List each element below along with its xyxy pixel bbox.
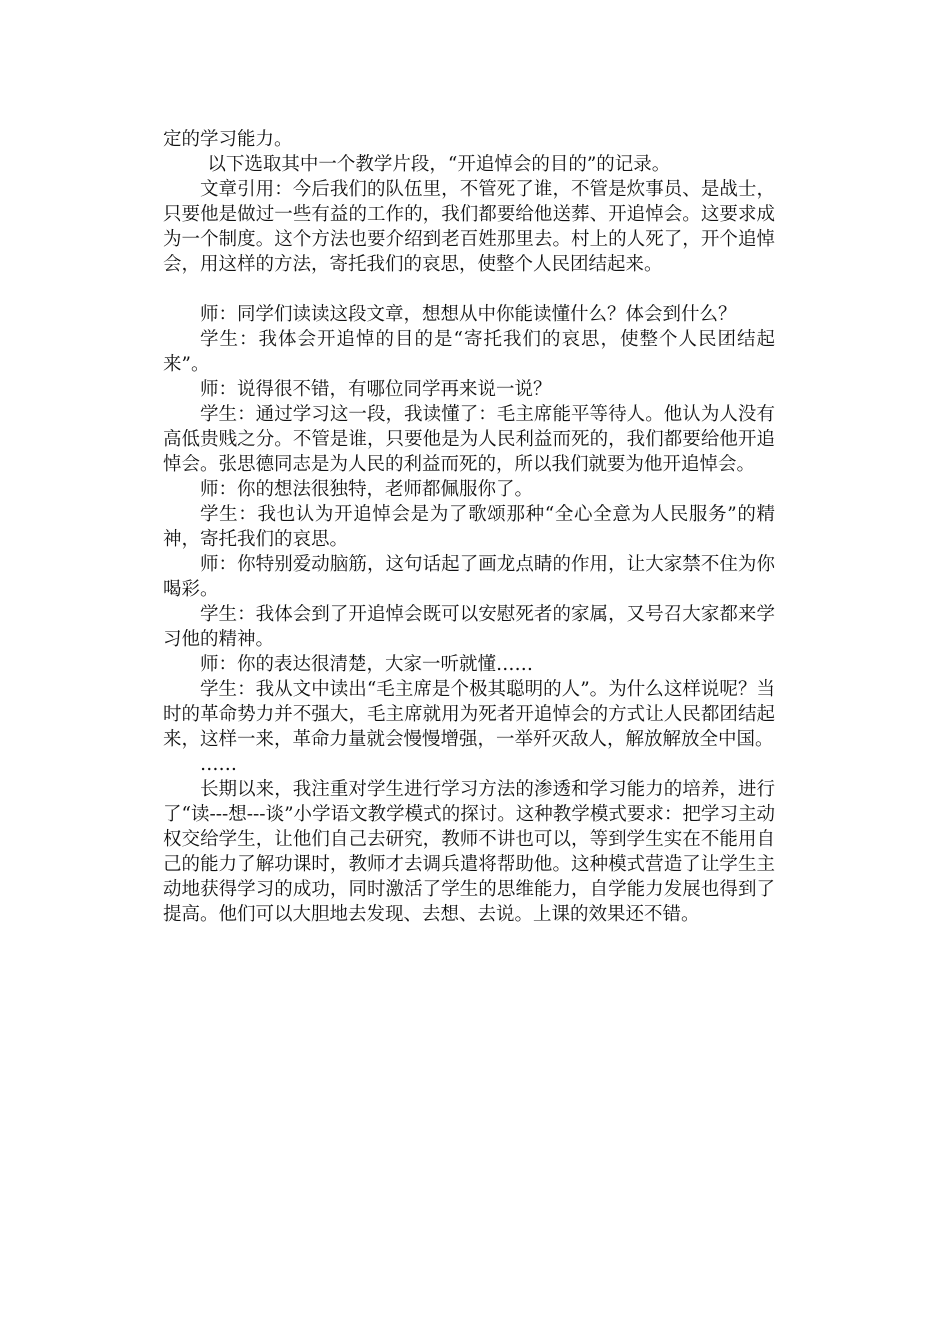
- paragraph-continuation: 定的学习能力。: [163, 129, 293, 150]
- dialogue-student-1: 学生：我体会开追悼的目的是“寄托我们的哀思，使整个人民团结起来”。: [163, 329, 775, 375]
- paragraph-conclusion: 长期以来，我注重对学生进行学习方法的渗透和学习能力的培养，进行了“读---想---谈”小学语文教学模式的探讨。这种教学模式要求：把学习主动权交给学生，让他们自己去研究，教师不讲也可以，等到学生实在不能用自己的能力了解功课时，教师才去调兵遣将帮助他。这种模式营造了让学生主动地获得学习的成功，同时激活了学生的思维能力，自学能力发展也得到了提高。他们可以大胆地去发现、去想、去说。上课的效果还不错。: [163, 779, 775, 925]
- dialogue-teacher-1: 师：同学们读读这段文章，想想从中你能读懂什么？体会到什么？: [200, 304, 737, 325]
- dialogue-student-5: 学生：我从文中读出“毛主席是个极其聪明的人”。为什么这样说呢？当时的革命势力并不强大，毛主席就用为死者开追悼会的方式让人民都团结起来，这样一来，革命力量就会慢慢增强，一举歼灭敌人，解放解放全中国。: [163, 679, 775, 750]
- dialogue-teacher-2: 师：说得很不错，有哪位同学再来说一说？: [200, 379, 552, 400]
- blank-line: [163, 277, 775, 302]
- dialogue-student-2: 学生：通过学习这一段，我读懂了：毛主席能平等待人。他认为人没有高低贵贱之分。不管是谁，只要他是为人民利益而死的，我们都要给他开追悼会。张思德同志是为人民的利益而死的，所以我们就要为他开追悼会。: [163, 404, 775, 475]
- document-body: [163, 127, 775, 927]
- dialogue-teacher-3: 师：你的想法很独特，老师都佩服你了。: [200, 479, 534, 500]
- dialogue-teacher-5: 师：你的表达很清楚，大家一听就懂……: [200, 654, 534, 675]
- dialogue-student-3: 学生：我也认为开追悼会是为了歌颂那种“全心全意为人民服务”的精神，寄托我们的哀思。: [163, 504, 775, 550]
- dialogue-teacher-4: 师：你特别爱动脑筋，这句话起了画龙点睛的作用，让大家禁不住为你喝彩。: [163, 554, 775, 600]
- ellipsis-line: ……: [200, 754, 237, 775]
- paragraph-quote: 文章引用：今后我们的队伍里，不管死了谁，不管是炊事员、是战士，只要他是做过一些有益的工作的，我们都要给他送葬、开追悼会。这要求成为一个制度。这个方法也要介绍到老百姓那里去。村上的人死了，开个追悼会，用这样的方法，寄托我们的哀思，使整个人民团结起来。: [163, 179, 775, 275]
- dialogue-student-4: 学生：我体会到了开追悼会既可以安慰死者的家属，又号召大家都来学习他的精神。: [163, 604, 775, 650]
- paragraph-intro: 以下选取其中一个教学片段，“开追悼会的目的”的记录。: [207, 154, 671, 175]
